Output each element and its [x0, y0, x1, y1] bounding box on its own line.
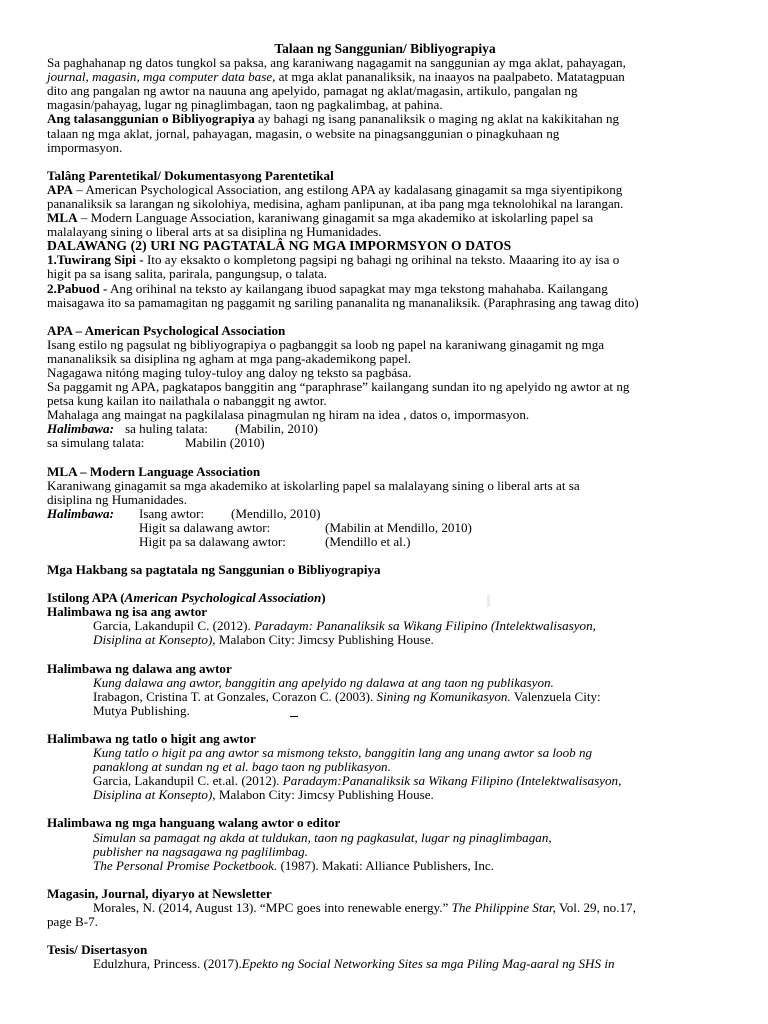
apa-heading: APA – American Psychological Association: [47, 322, 286, 338]
apa-line-5: petsa kung kailan ito nailathala o nabanggit ng awtor.: [47, 393, 327, 409]
mla-example-3-label: Higit pa sa dalawang awtor:: [139, 534, 286, 549]
pabuod-term: 2.Pabuod -: [47, 280, 108, 296]
dalawa-heading: Halimbawa ng dalawa ang awtor: [47, 660, 232, 676]
tatlo-title-cont: Disiplina at Konsepto),: [93, 787, 216, 803]
tatlo-instruction-1: Kung tatlo o higit pa ang awtor sa mismong teksto, banggitin lang ang unang awtor sa loob ng: [93, 745, 593, 761]
tuwiran-text: Ito ay eksakto o kompletong pagsipi ng bahagi ng orihinal na teksto. Maaaring ito ay isa o: [143, 252, 620, 268]
apa-def-line-2: pananaliksik sa larangan ng sikolohiya, medisina, agham panlipunan, at iba pang mga teknolohikal na larangan.: [47, 196, 624, 211]
hakbang-heading: Mga Hakbang sa pagtatala ng Sanggunian o Bibliyograpiya: [47, 562, 381, 578]
mla-example-2-value: (Mabilin at Mendillo, 2010): [325, 519, 472, 535]
tatlo-heading: Halimbawa ng tatlo o higit ang awtor: [47, 730, 256, 746]
walang-instruction-2: publisher na nagsagawa ng paglilimbag.: [93, 843, 308, 859]
intro-line-3: dito ang pangalan ng awtor na nauuna ang apelyido, pamagat ng aklat/magasin, artikulo, pangalan ng: [47, 83, 578, 99]
magasin-heading: Magasin, Journal, diyaryo at Newsletter: [47, 885, 272, 901]
tesis-title: Epekto ng Social Networking Sites sa mga Piling Mag-aaral ng SHS in: [241, 956, 615, 972]
tesis-author: Edulzhura, Princess. (2017).: [93, 956, 242, 972]
walang-publisher: (1987). Makati: Alliance Publishers, Inc.: [277, 857, 494, 873]
magasin-source: The Philippine Star,: [451, 899, 556, 915]
isa-heading: Halimbawa ng isa ang awtor: [47, 604, 208, 620]
tuwiran-term: 1.Tuwirang Sipi -: [47, 252, 144, 268]
apa-example-1-value: (Mabilin, 2010): [235, 421, 318, 437]
mla-example-1: [47, 507, 723, 521]
isa-publisher: Malabon City: Jimcsy Publishing House.: [215, 632, 434, 648]
page-title: Talaan ng Sanggunian/ Bibliyograpiya: [274, 41, 496, 56]
dalawa-instruction: Kung dalawa ang awtor, banggitin ang apelyido ng dalawa at ang taon ng publikasyon.: [93, 674, 554, 690]
dalawa-place: Valenzuela City:: [510, 688, 601, 704]
apa-example-2-label: sa simulang talata:: [47, 435, 145, 451]
magasin-author: Morales, N. (2014, August 13). “MPC goes into renewable energy.”: [93, 899, 452, 915]
apa-line-3: Nagagawa nitóng maging tuloy-tuloy ang daloy ng teksto sa pagbása.: [47, 364, 412, 380]
magasin-vol: Vol. 29, no.17,: [555, 899, 636, 915]
intro-line-1: Sa paghahanap ng datos tungkol sa paksa, ang karaniwang nagagamit na sanggunian ay mga aklat, pahayagan,: [47, 55, 626, 71]
mla-example-label: Halimbawa:: [47, 505, 114, 521]
tatlo-authors: Garcia, Lakandupil C. et.al. (2012).: [93, 773, 283, 789]
stray-dash-mark: [290, 716, 298, 717]
definition-line-3: impormasyon.: [47, 139, 123, 155]
tuwiran-line-2: higit pa sa isang salita, parirala, pangungsup, o talata.: [47, 266, 327, 282]
definition-text: ay bahagi ng isang pananaliksik o maging ng aklat na kakikitahan ng: [254, 111, 620, 127]
parentetikal-heading: Talâng Parentetikal/ Dokumentasyong Parentetikal: [47, 167, 334, 183]
mla-def-line-1: [47, 211, 723, 225]
definition-line-2: talaan ng mga aklat, jornal, pahayagan, magasin, o website na pinagsanggunian o pinagkuhaan ng: [47, 125, 560, 141]
intro-line-2-text: at mga aklat pananaliksik, na inaayos na paalpabeto. Matatagpuan: [275, 69, 625, 85]
istilong-pre: Istilong APA (: [47, 590, 125, 606]
apa-example-1: [47, 422, 723, 436]
isa-title: Paradaym: Pananaliksik sa Wikang Filipino (Intelektwalisasyon,: [254, 618, 596, 634]
isa-line-2: [47, 633, 723, 647]
istilong-heading: [47, 591, 723, 605]
mla-example-2: [47, 521, 723, 535]
apa-example-label: Halimbawa:: [47, 421, 114, 437]
apa-line-4: Sa paggamit ng APA, pagkatapos banggitin ang “paraphrase” kailangang sundan ito ng apelyido ng awtor at ng: [47, 379, 630, 395]
apa-def-text: – American Psychological Association, ang estilong APA ay kadalasang ginagamit sa mga siyentipikong: [72, 181, 623, 197]
walang-instruction-1: Simulan sa pamagat ng akda at tuldukan, taon ng pagkasulat, lugar ng pinaglimbagan,: [93, 829, 552, 845]
tuwiran-line-1: [47, 253, 723, 267]
tatlo-instruction-2: panaklong at sundan ng et al. bago taon ng publikasyon.: [93, 759, 391, 775]
isa-line-1: [47, 619, 723, 633]
mla-line-1: Karaniwang ginagamit sa mga akademiko at iskolarling papel sa malalayang sining o liberal arts at sa: [47, 477, 580, 493]
mla-heading: MLA – Modern Language Association: [47, 463, 261, 479]
definition-line-1: [47, 112, 723, 126]
faint-scan-mark: [487, 595, 490, 607]
walang-title: The Personal Promise Pocketbook.: [93, 857, 278, 873]
magasin-line-2: page B-7.: [47, 913, 98, 929]
apa-def-line-1: [47, 183, 723, 197]
walang-line-1: [47, 859, 723, 873]
mla-example-3: [47, 535, 723, 549]
dalawa-line-2: [47, 690, 723, 704]
pabuod-line-1: [47, 282, 723, 296]
dalawa-line-3: Mutya Publishing.: [93, 702, 190, 718]
istilong-post: ): [321, 590, 326, 606]
tesis-heading: Tesis/ Disertasyon: [47, 942, 148, 958]
intro-sources: journal, magasin, mga computer data base,: [47, 69, 276, 85]
tatlo-line-1: [47, 774, 723, 788]
isa-author: Garcia, Lakandupil C. (2012).: [93, 618, 255, 634]
dalawa-title: Sining ng Komunikasyon.: [376, 688, 511, 704]
apa-example-2: [47, 436, 723, 450]
mla-def-text: – Modern Language Association, karaniwang ginagamit sa mga akademiko at iskolarling papel sa: [77, 210, 594, 226]
tesis-line-1: [47, 957, 723, 971]
mla-example-3-value: (Mendillo et al.): [325, 534, 411, 549]
apa-line-1: Isang estilo ng pagsulat ng bibliyograpiya o pagbanggit sa loob ng papel na karaniwang ginagamit ng mga: [47, 336, 605, 352]
tatlo-title: Paradaym:Pananaliksik sa Wikang Filipino (Intelektwalisasyon,: [282, 773, 622, 789]
mla-example-1-label: Isang awtor:: [139, 505, 205, 521]
dalawang-heading: DALAWANG (2) URI NG PAGTATALÂ NG MGA IMPORMSYON O DATOS: [47, 238, 512, 254]
definition-term: Ang talasanggunian o Bibliyograpiya: [47, 111, 255, 127]
dalawa-authors: Irabagon, Cristina T. at Gonzales, Corazon C. (2003).: [93, 688, 377, 704]
mla-def-line-2: malalayang sining o liberal arts at sa disiplina ng Humanidades.: [47, 224, 382, 240]
apa-term: APA: [47, 181, 73, 197]
tatlo-publisher: Malabon City: Jimcsy Publishing House.: [215, 787, 434, 803]
istilong-italic: American Psychological Association: [124, 590, 322, 606]
pabuod-line-2: maisagawa ito sa pamamagitan ng paggamit ng sariling pananalita ng mananaliksik. (Paraphrasing ang tawag dito): [47, 295, 639, 310]
mla-term: MLA: [47, 210, 78, 226]
mla-example-1-value: (Mendillo, 2010): [231, 505, 321, 521]
magasin-line-1: [47, 901, 723, 915]
intro-line-4: magasin/pahayag, lugar ng pinaglimbagan, taon ng pagkalimbag, at pahina.: [47, 97, 443, 113]
tatlo-line-2: [47, 788, 723, 802]
apa-example-2-value: Mabilin (2010): [185, 435, 265, 451]
apa-line-2: mananaliksik sa disiplina ng agham at mga pang-akademikong papel.: [47, 350, 411, 366]
isa-title-cont: Disiplina at Konsepto),: [93, 632, 216, 648]
apa-example-1-label: sa huling talata:: [125, 421, 208, 437]
walang-heading: Halimbawa ng mga hanguang walang awtor o editor: [47, 815, 341, 831]
mla-line-2: disiplina ng Humanidades.: [47, 491, 188, 507]
intro-line-2: [47, 70, 723, 84]
pabuod-text: Ang orihinal na teksto ay kailangang ibuod sapagkat may mga tekstong mahahaba. Kailangang: [107, 280, 608, 296]
apa-line-6: Mahalaga ang maingat na pagkilalasa pinagmulan ng hiram na idea , datos o, impormasyon.: [47, 407, 530, 423]
document-page: [47, 42, 723, 971]
mla-example-2-label: Higit sa dalawang awtor:: [139, 519, 271, 535]
